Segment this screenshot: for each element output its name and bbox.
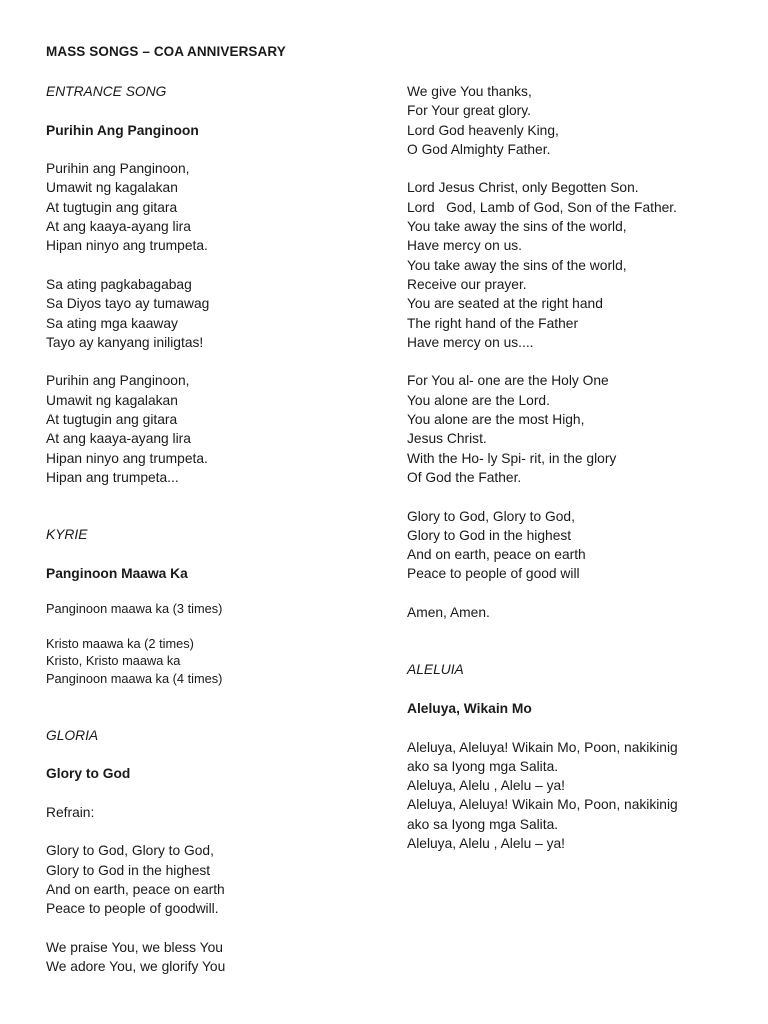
lyric-line: We give You thanks, xyxy=(407,84,532,99)
lyric-line: Umawit ng kagalakan xyxy=(46,392,178,408)
lyric-line: And on earth, peace on earth xyxy=(407,547,586,563)
lyric-line: Hipan ninyo ang trumpeta. xyxy=(46,238,208,254)
lyric-line: You alone are the Lord. xyxy=(407,392,550,408)
song-title-gloria: Glory to God xyxy=(46,766,131,782)
lyric-line: Kristo, Kristo maawa ka xyxy=(46,653,181,669)
lyric-line: Lord Jesus Christ, only Begotten Son. xyxy=(407,180,639,196)
lyric-line: The right hand of the Father xyxy=(407,315,579,331)
refrain-label: Refrain: xyxy=(46,804,95,820)
lyric-line: ako sa Iyong mga Salita. xyxy=(407,816,559,832)
lyric-line: Sa Diyos tayo ay tumawag xyxy=(46,296,210,312)
entrance-stanza-3 xyxy=(46,371,376,487)
lyric-line: Sa ating mga kaaway xyxy=(46,315,178,331)
lyric-line: For Your great glory. xyxy=(407,103,531,119)
lyric-line: At tugtugin ang gitara xyxy=(46,199,178,215)
lyric-line: Hipan ang trumpeta... xyxy=(46,469,179,485)
lyric-line: You take away the sins of the world, xyxy=(407,219,627,235)
entrance-stanza-2 xyxy=(46,275,376,352)
gloria-verse-2 xyxy=(407,82,737,159)
lyric-line: Glory to God in the highest xyxy=(46,862,211,878)
section-label-aleluia: ALELUIA xyxy=(407,662,464,678)
lyric-line: You alone are the most High, xyxy=(407,412,585,428)
right-column xyxy=(407,82,737,853)
lyric-line: Of God the Father. xyxy=(407,469,522,485)
song-title-entrance: Purihin Ang Panginoon xyxy=(46,122,199,138)
aleluia-stanza xyxy=(407,738,737,854)
lyric-line: Hipan ninyo ang trumpeta. xyxy=(46,450,208,466)
gloria-refrain-2 xyxy=(407,507,737,584)
gloria-refrain xyxy=(46,841,376,918)
lyric-line: Panginoon maawa ka (3 times) xyxy=(46,601,223,617)
lyric-line: You take away the sins of the world, xyxy=(407,257,627,273)
lyric-line: Glory to God in the highest xyxy=(407,527,572,543)
gloria-verse-1 xyxy=(46,938,376,977)
lyric-line: Receive our prayer. xyxy=(407,276,527,292)
gloria-verse-4 xyxy=(407,371,737,487)
gloria-verse-3 xyxy=(407,178,737,352)
lyric-line: Kristo maawa ka (2 times) xyxy=(46,635,194,651)
lyric-line: Aleluya, Aleluya! Wikain Mo, Poon, nakikinig xyxy=(407,797,678,813)
lyric-line: We adore You, we glorify You xyxy=(46,959,226,975)
lyric-line: Peace to people of goodwill. xyxy=(46,901,219,917)
lyric-line: At ang kaaya-ayang lira xyxy=(46,431,191,447)
lyric-line: Aleluya, Alelu , Alelu – ya! xyxy=(407,778,565,794)
song-title-kyrie: Panginoon Maawa Ka xyxy=(46,565,188,581)
amen-line: Amen, Amen. xyxy=(407,605,490,621)
lyric-line: For You al- one are the Holy One xyxy=(407,373,609,389)
lyric-line: Have mercy on us.... xyxy=(407,334,534,350)
lyric-line: With the Ho- ly Spi- rit, in the glory xyxy=(407,450,617,466)
section-label-kyrie: KYRIE xyxy=(46,527,88,543)
lyric-line: Sa ating pagkabagabag xyxy=(46,276,192,292)
lyric-line: Lord God heavenly King, xyxy=(407,122,559,138)
section-label-entrance: ENTRANCE SONG xyxy=(46,84,167,99)
section-label-gloria: GLORIA xyxy=(46,727,99,743)
lyric-line: Glory to God, Glory to God, xyxy=(407,508,575,524)
lyric-line: At ang kaaya-ayang lira xyxy=(46,219,191,235)
lyric-line: Panginoon maawa ka (4 times) xyxy=(46,670,223,686)
lyric-line: And on earth, peace on earth xyxy=(46,881,225,897)
lyric-line: Have mercy on us. xyxy=(407,238,523,254)
song-title-aleluia: Aleluya, Wikain Mo xyxy=(407,700,532,716)
lyric-line: Lord God, Lamb of God, Son of the Father. xyxy=(407,199,677,215)
kyrie-stanza xyxy=(46,635,376,688)
lyric-line: Peace to people of good will xyxy=(407,566,580,582)
lyric-line: Glory to God, Glory to God, xyxy=(46,843,214,859)
document-title: MASS SONGS – COA ANNIVERSARY xyxy=(46,44,286,59)
lyric-line: You are seated at the right hand xyxy=(407,296,603,312)
lyric-line: Purihin ang Panginoon, xyxy=(46,161,190,177)
lyric-line: ako sa Iyong mga Salita. xyxy=(407,758,559,774)
lyric-line: Aleluya, Alelu , Alelu – ya! xyxy=(407,835,565,851)
lyric-line: At tugtugin ang gitara xyxy=(46,412,178,428)
lyric-line: Aleluya, Aleluya! Wikain Mo, Poon, nakikinig xyxy=(407,739,678,755)
lyric-line: We praise You, we bless You xyxy=(46,939,223,955)
lyric-line: O God Almighty Father. xyxy=(407,141,551,157)
left-column xyxy=(46,82,376,976)
lyric-line: Tayo ay kanyang iniligtas! xyxy=(46,334,204,350)
lyric-line: Purihin ang Panginoon, xyxy=(46,373,190,389)
lyric-line: Umawit ng kagalakan xyxy=(46,180,178,196)
lyric-line: Jesus Christ. xyxy=(407,431,487,447)
entrance-stanza-1 xyxy=(46,159,376,255)
